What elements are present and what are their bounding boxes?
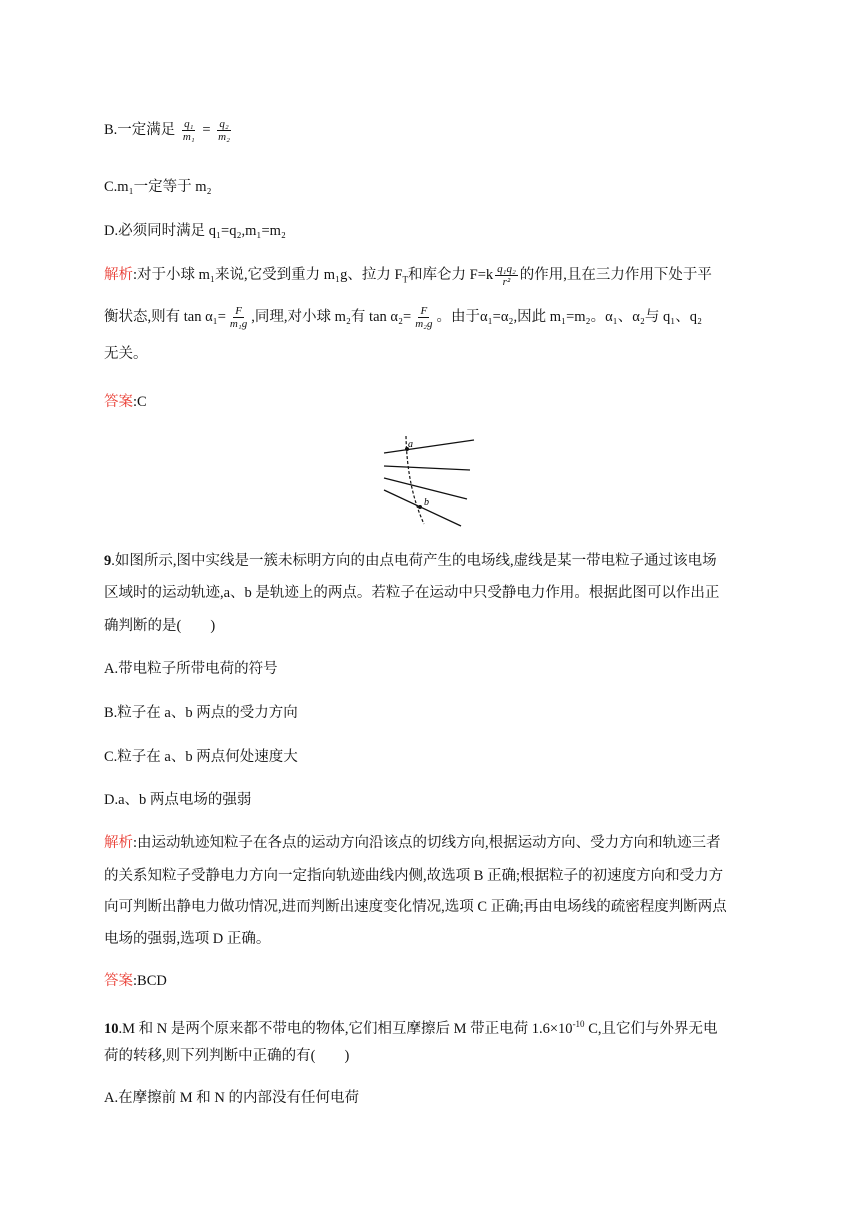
frac-num: F (420, 305, 428, 317)
label-b: b (424, 497, 429, 508)
analysis-label: 解析 (104, 835, 133, 851)
field-line (384, 440, 474, 453)
analysis-text: :由运动轨迹知粒子在各点的运动方向沿该点的切线方向,根据运动方向、受力方向和轨迹三者 (133, 835, 721, 851)
frac-den: m₂ (218, 131, 230, 143)
equals-sign: = (202, 121, 211, 138)
answer-8 (104, 392, 147, 412)
analysis-text: 衡状态,则有 tan α₁= (104, 308, 226, 325)
q9-option-b: B.粒子在 a、b 两点的受力方向 (104, 705, 298, 721)
answer-label: 答案 (104, 973, 133, 989)
frac-num: q₂ (219, 118, 229, 130)
answer-value: :BCD (133, 973, 167, 989)
label-a: a (408, 439, 413, 450)
analysis-9-line-4: 电场的强弱,选项 D 正确。 (104, 931, 271, 947)
q10-line-1 (104, 1014, 717, 1039)
analysis-text: 。由于α₁=α₂,因此 m₁=m₂。α₁、α₂与 q₁、q₂ (436, 308, 703, 325)
fraction-q1q2-r2 (495, 263, 518, 288)
analysis-8-line-1 (104, 263, 712, 290)
analysis-text: :对于小球 m₁来说,它受到重力 m₁g、拉力 F (133, 266, 403, 283)
frac-num: q₁ (184, 118, 194, 130)
question-number: 9 (104, 553, 112, 569)
superscript: -10 (572, 1019, 585, 1029)
frac-den: m₂g (415, 318, 433, 330)
fraction-f-m1g (228, 305, 249, 330)
frac-den: r² (502, 276, 511, 288)
q9-option-d: D.a、b 两点电场的强弱 (104, 792, 252, 808)
fraction-f-m2g (413, 305, 434, 330)
frac-num: F (235, 305, 242, 317)
point-b (418, 505, 422, 509)
answer-label: 答案 (104, 394, 133, 410)
fraction-q1-m1 (181, 118, 197, 143)
q9-option-c: C.粒子在 a、b 两点何处速度大 (104, 749, 298, 765)
q10-line-2: 荷的转移,则下列判断中正确的有( ) (104, 1048, 350, 1064)
q10-option-a: A.在摩擦前 M 和 N 的内部没有任何电荷 (104, 1090, 359, 1106)
analysis-8-line-3: 无关。 (104, 346, 148, 362)
frac-num: q₁q₂ (497, 263, 516, 275)
option-b (104, 118, 234, 143)
field-line (384, 466, 470, 470)
fraction-q2-m2 (216, 118, 232, 143)
option-b-text: B.一定满足 (104, 121, 176, 138)
option-c: C.m₁一定等于 m₂ (104, 179, 212, 195)
analysis-text: 的作用,且在三力作用下处于平 (519, 266, 712, 283)
answer-9 (104, 971, 167, 991)
question-number: 10 (104, 1020, 119, 1037)
q9-option-a: A.带电粒子所带电荷的符号 (104, 661, 278, 677)
analysis-9-line-2: 的关系知粒子受静电力方向一定指向轨迹曲线内侧,故选项 B 正确;根据粒子的初速度方向和受力方 (104, 868, 724, 884)
frac-den: m₁g (229, 318, 248, 330)
frac-den: m₁ (182, 131, 195, 143)
analysis-text: ,同理,对小球 m₂有 tan α₂= (251, 308, 412, 325)
q9-line-3: 确判断的是( ) (104, 618, 216, 634)
subscript: T (402, 274, 409, 285)
analysis-label: 解析 (104, 266, 133, 283)
analysis-9-line-3: 向可判断出静电力做功情况,进而判断出速度变化情况,选项 C 正确;再由电场线的疏密程度判断两点 (104, 899, 727, 915)
question-text: .如图所示,图中实线是一簇未标明方向的由点电荷产生的电场线,虚线是某一带电粒子通过该电场 (111, 553, 717, 569)
question-text: .M 和 N 是两个原来都不带电的物体,它们相互摩擦后 M 带正电荷 1.6×10 (118, 1020, 573, 1037)
electric-field-figure (378, 432, 478, 530)
analysis-text: 和库仑力 F=k (408, 266, 494, 283)
analysis-9-line-1 (104, 833, 721, 853)
q9-line-2: 区域时的运动轨迹,a、b 是轨迹上的两点。若粒子在运动中只受静电力作用。根据此图可以作出正 (104, 585, 720, 601)
q9-line-1 (104, 551, 717, 571)
question-text: C,且它们与外界无电 (584, 1020, 718, 1037)
option-d: D.必须同时满足 q₁=q₂,m₁=m₂ (104, 223, 286, 239)
answer-value: :C (133, 394, 147, 410)
analysis-8-line-2 (104, 305, 702, 330)
